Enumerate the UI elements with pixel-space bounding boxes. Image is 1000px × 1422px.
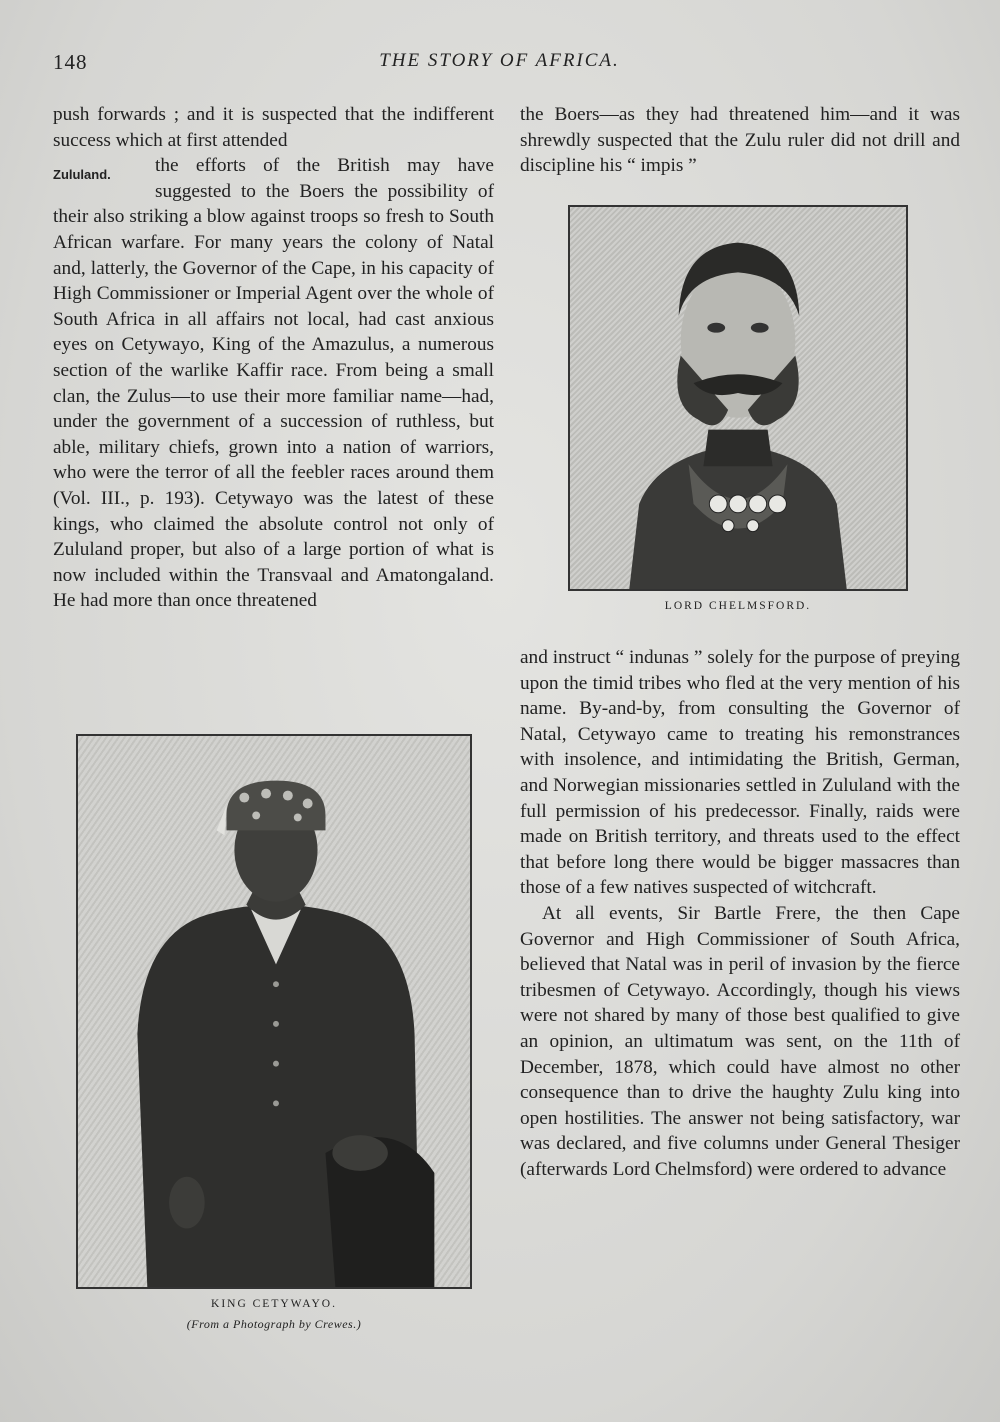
caption-cetywayo: KING CETYWAYO. — [211, 1298, 337, 1310]
engraving-chelmsford — [570, 207, 906, 589]
running-title: THE STORY OF AFRICA. — [379, 50, 620, 71]
photograph-cetywayo — [78, 736, 470, 1287]
left-paragraph-lead: push forwards ; and it is suspected that the indifferent success which at first attended — [53, 104, 494, 151]
left-column — [53, 102, 494, 614]
portrait-lord-chelmsford — [568, 205, 908, 591]
caption-chelmsford: LORD CHELMSFORD. — [664, 600, 812, 612]
page-header — [53, 50, 946, 80]
left-paragraph-body: the efforts of the British may have suggested to the Boers the possibility of their also striking a blow against troops so fresh to South African warfare. For many years the colony of Natal and, latterly, the Governor of the Cape, in his capacity of High Commissioner or Imperial Agent over the whole of South Africa in all affairs not local, had cast anxious eyes on Cetywayo, King of the Amazulus, a numerous section of the warlike Kaffir race. From being a small clan, the Zulus—to use their more familiar name—had, under the government of a succession of ruthless, but able, military chiefs, grown into a nation of warriors, who were the terror of all the feebler races around them (Vol. III., p. 193). Cetywayo was the latest of these kings, who claimed the absolute control not only of Zululand proper, but also of a large portion of what is now included within the Transvaal and Amatongaland. He had more than once threatened — [53, 155, 494, 612]
caption-photo-credit: (From a Photograph by Crewes.) — [186, 1317, 362, 1331]
right-column-top — [520, 102, 960, 179]
sidenote-zululand: Zululand. — [53, 167, 111, 183]
right-paragraph-1: and instruct “ indunas ” solely for the purpose of preying upon the timid tribes who fled at the very mention of his name. By-and-by, from consulting the Governor of Natal, Cetywayo came to treating his remonstrances with insolence, and intimidating the British, German, and Norwegian missionaries settled in Zululand with the full permission of his predecessor. Finally, raids were made on British territory, and threats used to the effect that before long there would be bigger massacres than those of a few natives suspected of witchcraft. — [520, 647, 960, 899]
right-column-bottom — [520, 645, 960, 1182]
portrait-king-cetywayo — [76, 734, 472, 1289]
right-top-text: the Boers—as they had threatened him—and it was shrewdly suspected that the Zulu ruler did not drill and discipline his “ impis ” — [520, 104, 960, 177]
page-number: 148 — [53, 50, 88, 74]
right-paragraph-2: At all events, Sir Bartle Frere, the then Cape Governor and High Commissioner of South Africa, believed that Natal was in peril of invasion by the fierce tribesmen of Cetywayo. Accordingly, though his views were not shared by many of those best qualified to give an opinion, an ultimatum was sent, on the 11th of December, 1878, which could have almost no other consequence than to drive the haughty Zulu king into open hostilities. The answer not being satisfactory, war was declared, and five columns under General Thesiger (afterwards Lord Chelmsford) were ordered to advance — [520, 902, 960, 1180]
